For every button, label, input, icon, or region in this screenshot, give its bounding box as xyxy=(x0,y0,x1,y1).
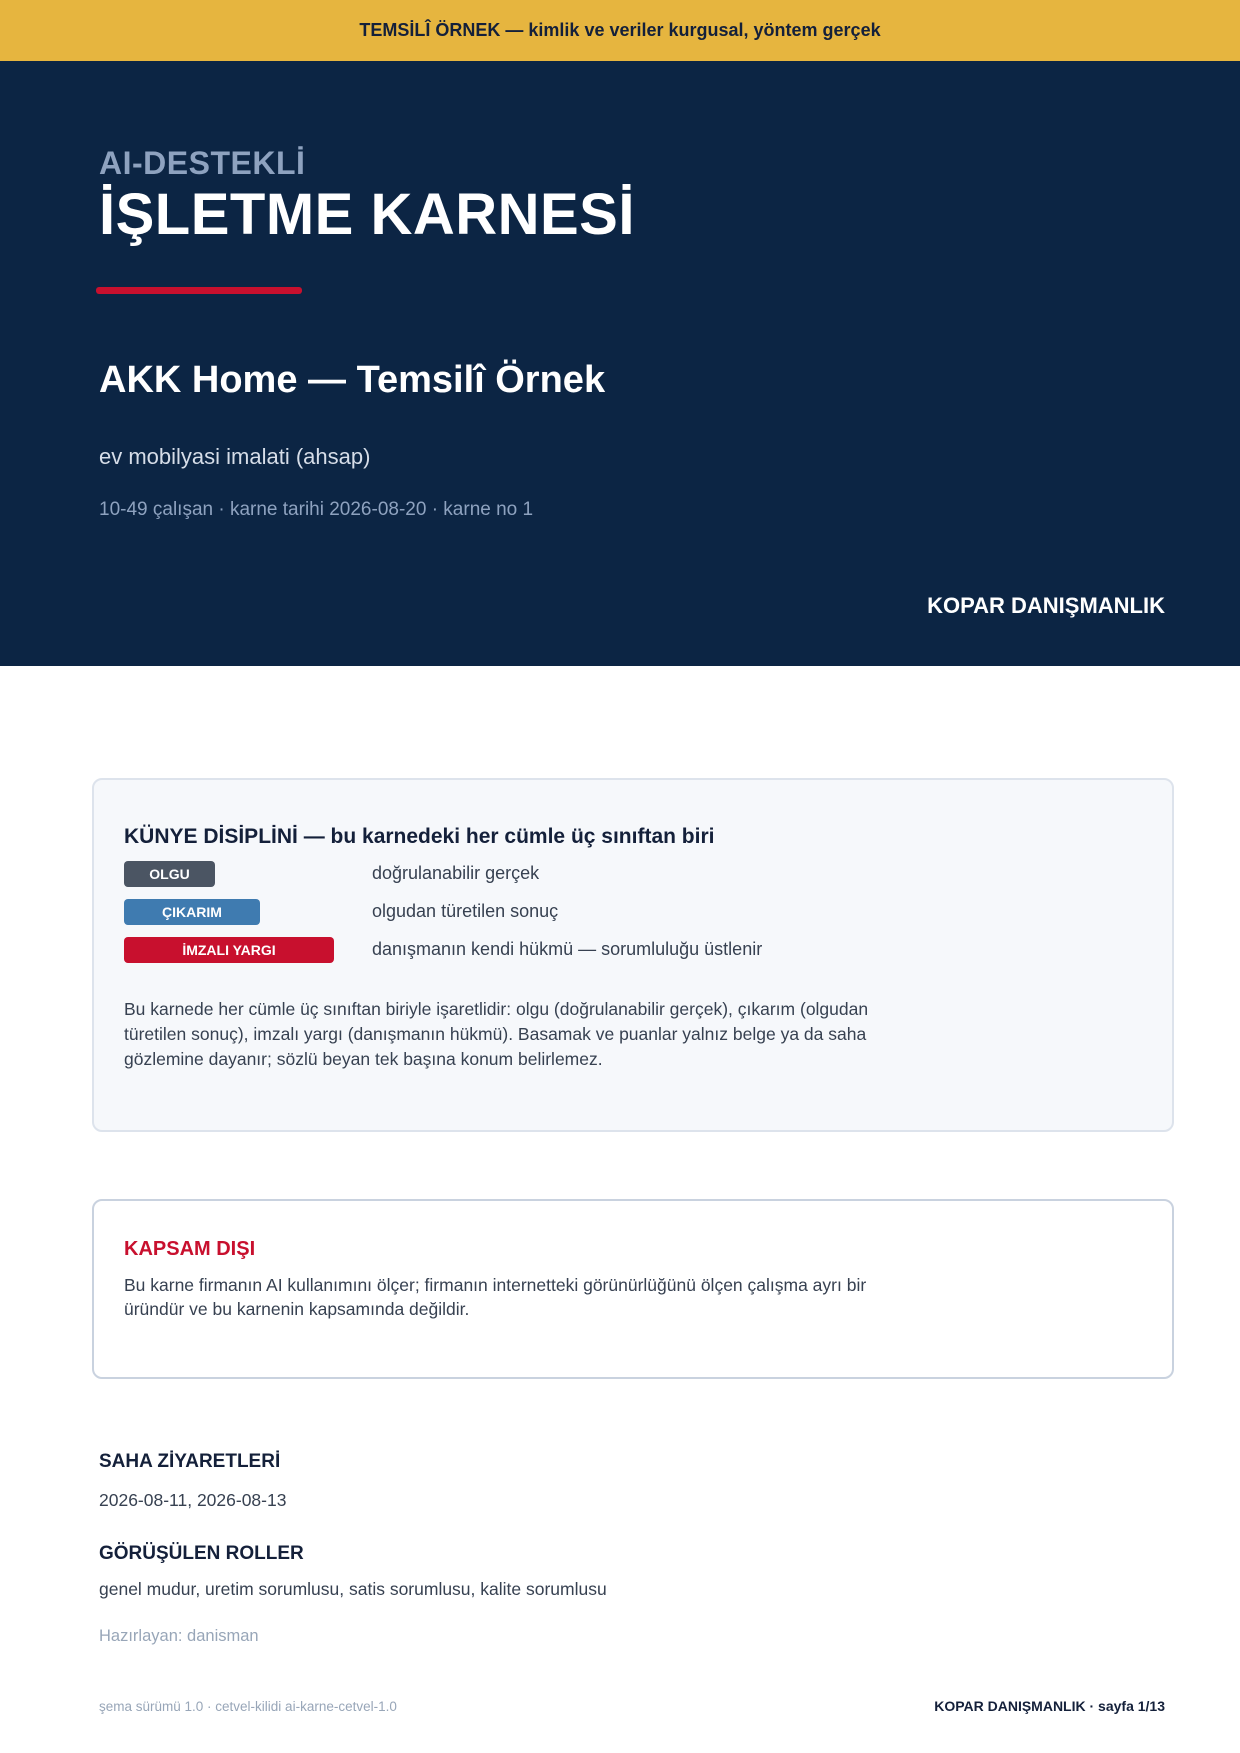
badge-signed-judgment: İMZALI YARGI xyxy=(124,937,334,963)
sample-banner-text: TEMSİLÎ ÖRNEK — kimlik ve veriler kurgusal, yöntem gerçek xyxy=(359,20,881,40)
cover-title: İŞLETME KARNESİ xyxy=(99,182,635,247)
report-meta: 10-49 çalışan · karne tarihi 2026-08-20 · karne no 1 xyxy=(99,499,534,520)
legend-desc-inference: olgudan türetilen sonuç xyxy=(372,901,559,921)
discipline-body: Bu karnede her cümle üç sınıftan biriyle işaretlidir: olgu (doğrulanabilir gerçek), çıkarım (olgudan türetilen sonuç), imzalı yargı (danışmanın hükmü). Basamak ve puanlar yalnız belge ya da saha gözlemine dayanır; sözlü beyan tek başına konum belirlemez. xyxy=(124,999,869,1069)
title-accent-rule xyxy=(96,287,302,294)
scope-body: Bu karne firmanın AI kullanımını ölçer; firmanın internetteki görünürlüğünü ölçen çalışma ayrı bir üründür ve bu karnenin kapsamında değildir. xyxy=(124,1275,867,1319)
site-visits-heading: SAHA ZİYARETLERİ xyxy=(99,1451,281,1472)
site-visits-dates: 2026-08-11, 2026-08-13 xyxy=(99,1490,287,1510)
scope-title: KAPSAM DIŞI xyxy=(124,1238,256,1260)
legend-desc-fact: doğrulanabilir gerçek xyxy=(372,863,540,883)
company-sector: ev mobilyasi imalati (ahsap) xyxy=(99,444,371,469)
discipline-title: KÜNYE DİSİPLİNİ — bu karnedeki her cümle üç sınıftan biri xyxy=(124,825,715,848)
roles-list: genel mudur, uretim sorumlusu, satis sorumlusu, kalite sorumlusu xyxy=(99,1579,607,1599)
badge-inference: ÇIKARIM xyxy=(124,899,260,925)
cover-header xyxy=(0,61,1240,666)
sample-banner xyxy=(0,0,1240,61)
consultancy-brand: KOPAR DANIŞMANLIK xyxy=(927,593,1165,618)
out-of-scope-card xyxy=(92,1199,1174,1379)
footer-page-number: KOPAR DANIŞMANLIK · sayfa 1/13 xyxy=(934,1698,1165,1714)
legend-desc-signed-judgment: danışmanın kendi hükmü — sorumluluğu üstlenir xyxy=(372,939,763,959)
company-name: AKK Home — Temsilî Örnek xyxy=(99,359,606,401)
prepared-by: Hazırlayan: danisman xyxy=(99,1627,259,1645)
cover-kicker: AI-DESTEKLİ xyxy=(99,145,306,181)
roles-heading: GÖRÜŞÜLEN ROLLER xyxy=(99,1543,304,1564)
statement-discipline-card xyxy=(92,778,1174,1132)
badge-fact: OLGU xyxy=(124,861,215,887)
footer-schema-version: şema sürümü 1.0 · cetvel-kilidi ai-karne-cetvel-1.0 xyxy=(99,1699,397,1714)
